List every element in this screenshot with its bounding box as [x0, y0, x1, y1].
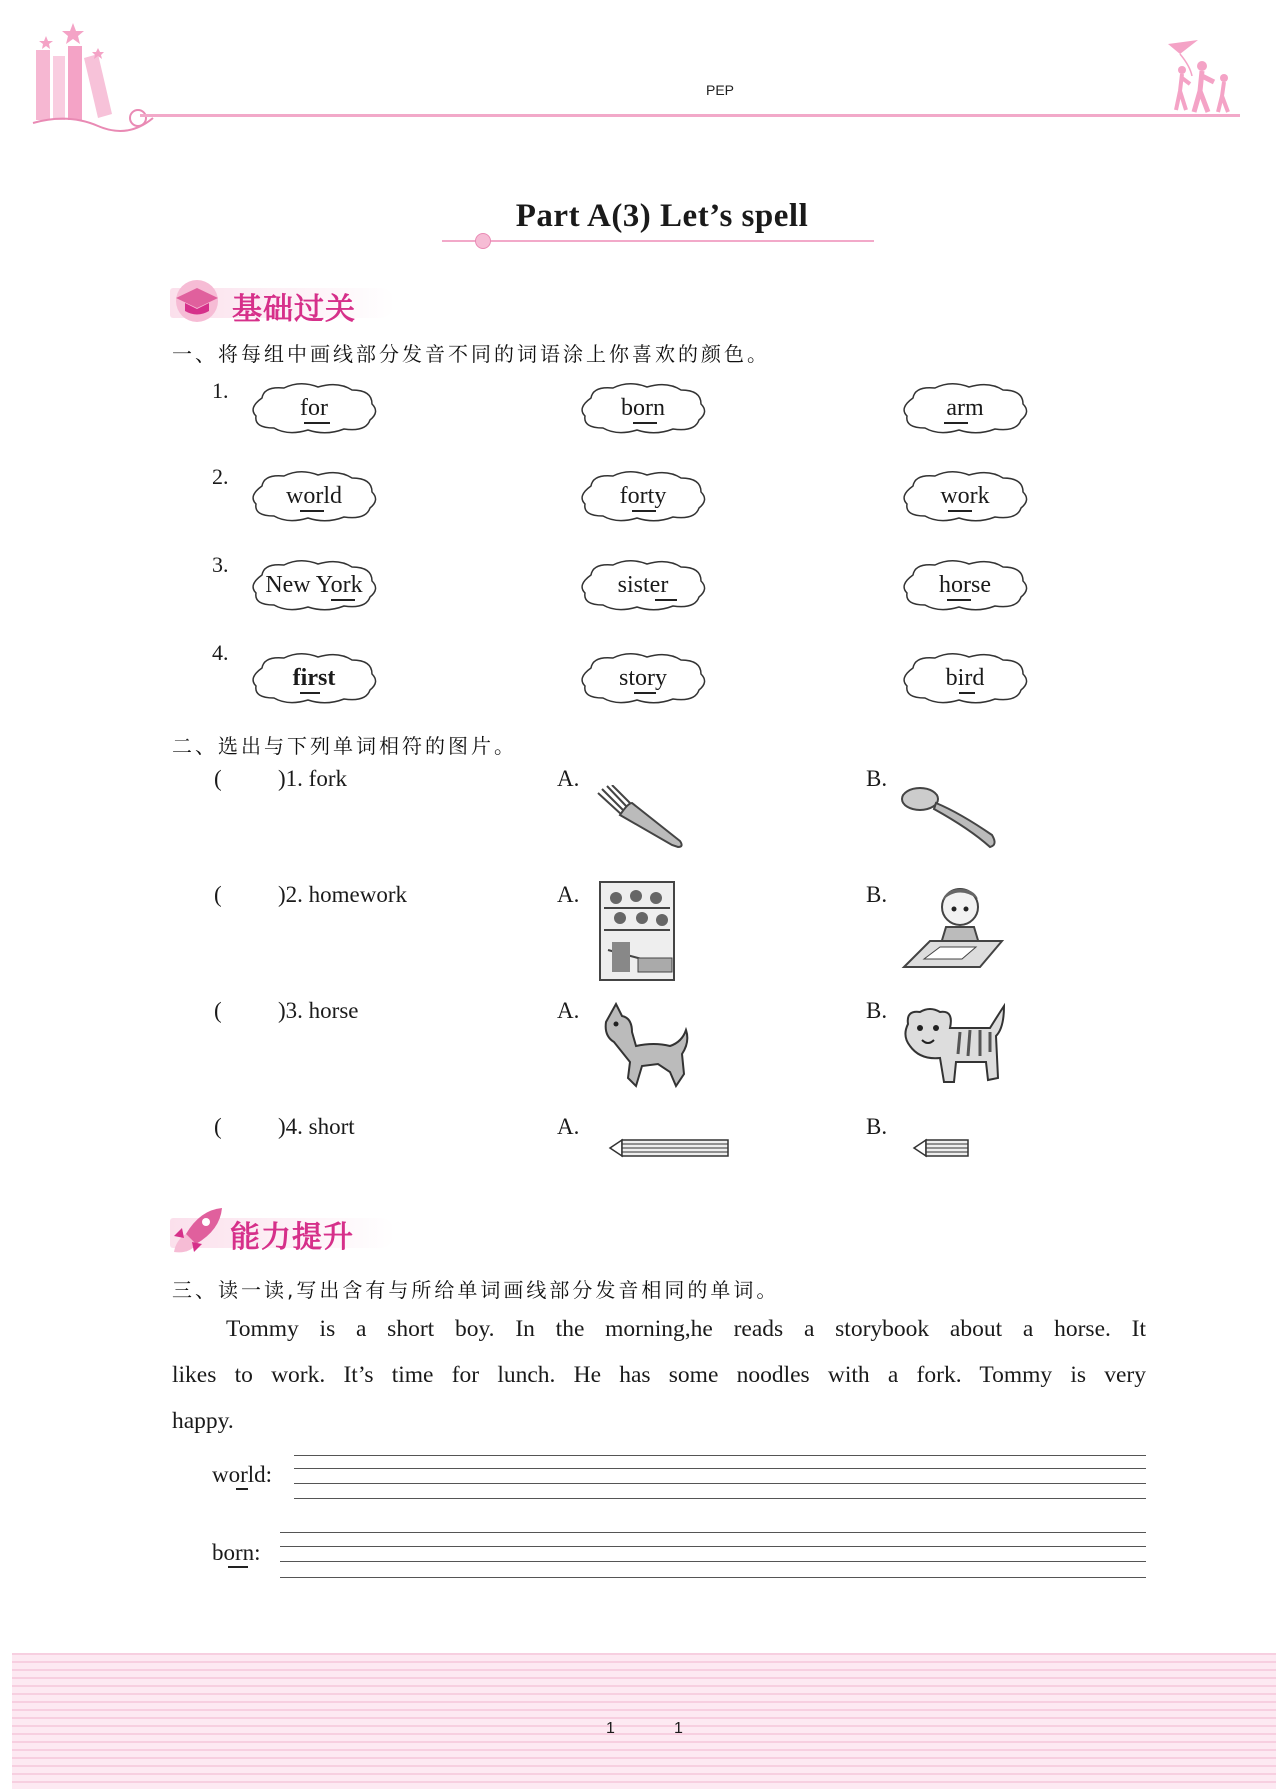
- reading-passage-line-1: Tommy is a short boy. In the morning,he reads a storybook about a horse. It: [226, 1316, 1146, 1342]
- group-number: 2.: [212, 464, 229, 489]
- underline-mark: [655, 599, 677, 601]
- long-pencil-icon[interactable]: [608, 1138, 730, 1158]
- word-cloud-world[interactable]: [248, 470, 380, 522]
- underline-mark: [331, 599, 355, 601]
- title-rule: [442, 240, 874, 242]
- underline-mark: [632, 510, 656, 512]
- writing-line: [280, 1546, 1146, 1547]
- group-number: 3.: [212, 552, 229, 577]
- underline-mark: [300, 510, 324, 512]
- word: work: [940, 483, 990, 509]
- page-number-left: 1: [606, 1720, 615, 1737]
- item-label: )2. homework: [278, 882, 408, 907]
- group-number: 1.: [212, 378, 229, 403]
- answer-paren[interactable]: (: [214, 766, 222, 791]
- spoon-icon[interactable]: [900, 785, 1002, 851]
- underline-mark: [633, 422, 657, 424]
- option-a-label: A.: [557, 882, 580, 907]
- header-decoration-left: [28, 18, 158, 133]
- writing-line: [294, 1455, 1146, 1456]
- underline-mark: [948, 510, 972, 512]
- answer-paren[interactable]: (: [214, 882, 222, 907]
- option-b-label: B.: [866, 882, 888, 907]
- rocket-icon: [170, 1206, 224, 1256]
- graduation-cap-icon: [170, 278, 224, 324]
- word: story: [619, 665, 667, 691]
- word-cloud-for[interactable]: [248, 382, 380, 434]
- header-decoration-right: [1160, 36, 1240, 116]
- page-title: Part A(3) Let’s spell: [515, 198, 809, 234]
- page-number-right: 1: [674, 1720, 683, 1737]
- prompt-born: born:: [212, 1540, 261, 1565]
- answer-paren[interactable]: (: [214, 998, 222, 1023]
- tiger-icon[interactable]: [900, 1002, 1008, 1088]
- underline-mark: [304, 422, 330, 424]
- reading-passage-line-3: happy.: [172, 1408, 234, 1434]
- word: forty: [619, 483, 667, 509]
- option-b-label: B.: [866, 1114, 888, 1139]
- item-label: )3. horse: [278, 998, 359, 1023]
- option-b-label: B.: [866, 998, 888, 1023]
- word: first: [292, 665, 336, 691]
- word-cloud-forty[interactable]: [577, 470, 709, 522]
- writing-line: [294, 1498, 1146, 1499]
- word: horse: [939, 572, 991, 598]
- word-cloud-sister[interactable]: [577, 559, 709, 611]
- word: world: [286, 483, 342, 509]
- fork-icon[interactable]: [596, 785, 692, 849]
- option-a-label: A.: [557, 1114, 580, 1139]
- section-title-advanced: 能力提升: [230, 1220, 354, 1255]
- prompt-world: world:: [212, 1462, 273, 1487]
- word: for: [300, 395, 328, 421]
- option-a-label: A.: [557, 766, 580, 791]
- underline-mark: [959, 692, 975, 694]
- word-cloud-born[interactable]: [577, 382, 709, 434]
- word-cloud-work[interactable]: [899, 470, 1031, 522]
- question-3-heading: 三、读一读,写出含有与所给单词画线部分发音相同的单词。: [172, 1278, 780, 1302]
- word: born: [621, 395, 665, 421]
- word-cloud-arm[interactable]: [899, 382, 1031, 434]
- underline-mark: [236, 1488, 248, 1490]
- option-b-label: B.: [866, 766, 888, 791]
- short-pencil-icon[interactable]: [912, 1138, 970, 1158]
- underline-mark: [944, 422, 968, 424]
- reading-passage-line-2: likes to work. It’s time for lunch. He has some noodles with a fork. Tommy is very: [172, 1362, 1146, 1388]
- footer-band: [12, 1653, 1276, 1789]
- word: New York: [265, 572, 363, 598]
- answer-paren[interactable]: (: [214, 1114, 222, 1139]
- section-title-basic: 基础过关: [232, 292, 356, 327]
- word-cloud-horse[interactable]: [899, 559, 1031, 611]
- writing-line: [294, 1483, 1146, 1484]
- word: bird: [945, 665, 985, 691]
- word-cloud-bird[interactable]: [899, 652, 1031, 704]
- writing-line: [294, 1468, 1146, 1469]
- question-2-heading: 二、选出与下列单词相符的图片。: [172, 734, 517, 758]
- header-rule: [140, 114, 1240, 117]
- underline-mark: [300, 692, 320, 694]
- underline-mark: [228, 1566, 248, 1568]
- group-number: 4.: [212, 640, 229, 665]
- underline-mark: [947, 599, 971, 601]
- word: sister: [617, 572, 669, 598]
- writing-line: [280, 1577, 1146, 1578]
- series-label: PEP: [706, 82, 735, 98]
- writing-line: [280, 1561, 1146, 1562]
- question-1-heading: 一、将每组中画线部分发音不同的词语涂上你喜欢的颜色。: [172, 342, 770, 366]
- word-cloud-first[interactable]: [248, 652, 380, 704]
- option-a-label: A.: [557, 998, 580, 1023]
- horse-icon[interactable]: [596, 1002, 692, 1092]
- word: arm: [946, 395, 984, 421]
- word-cloud-new-york[interactable]: [248, 559, 380, 611]
- word-cloud-story[interactable]: [577, 652, 709, 704]
- boy-writing-icon[interactable]: [900, 885, 1006, 971]
- item-label: )1. fork: [278, 766, 347, 791]
- title-dot: [475, 233, 491, 249]
- classroom-icon[interactable]: [598, 880, 676, 982]
- writing-line: [280, 1532, 1146, 1533]
- item-label: )4. short: [278, 1114, 355, 1139]
- underline-mark: [634, 692, 656, 694]
